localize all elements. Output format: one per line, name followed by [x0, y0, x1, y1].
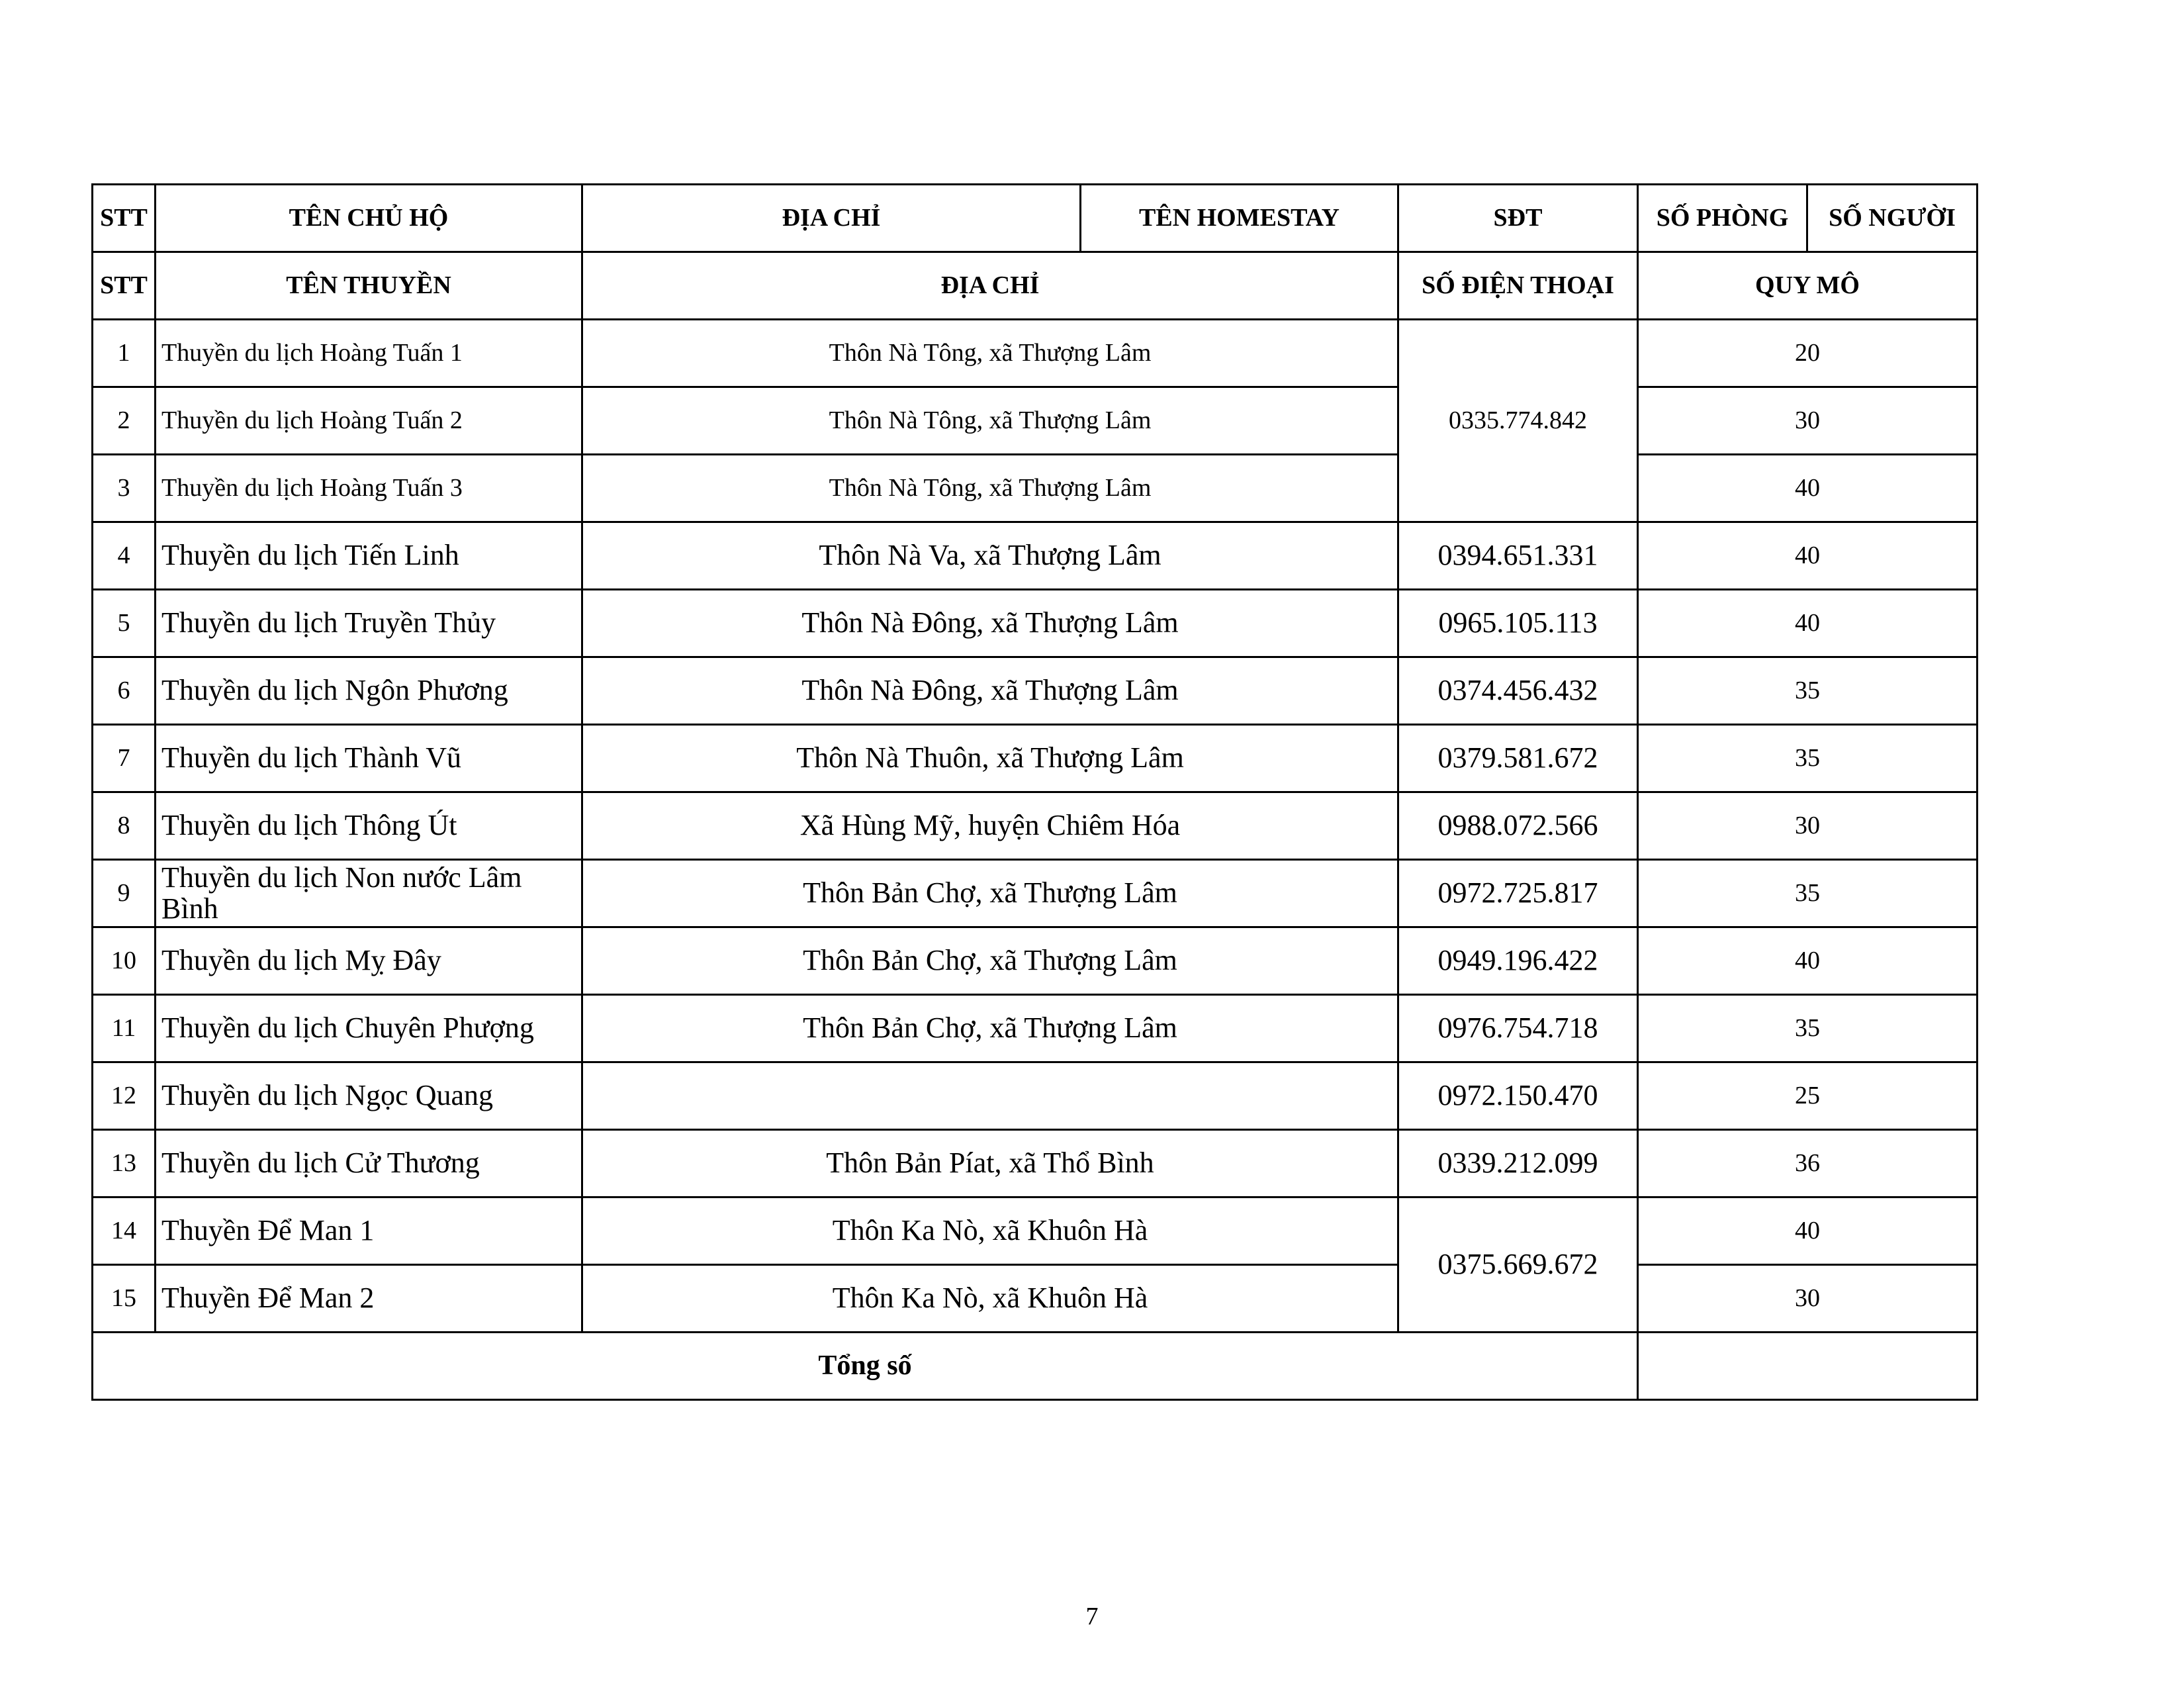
row-name: Thuyền du lịch Cử Thương [156, 1130, 582, 1197]
header-stt-2: STT [93, 252, 156, 320]
row-phone: 0976.754.718 [1398, 995, 1638, 1062]
row-scale: 40 [1638, 590, 1978, 657]
row-address: Thôn Bản Píat, xã Thổ Bình [582, 1130, 1398, 1197]
row-scale: 30 [1638, 387, 1978, 455]
table-row [93, 387, 1978, 455]
row-phone: 0972.150.470 [1398, 1062, 1638, 1130]
row-phone: 0375.669.672 [1398, 1197, 1638, 1333]
row-scale: 35 [1638, 860, 1978, 927]
row-stt: 7 [93, 725, 156, 792]
table-row [93, 725, 1978, 792]
header-homestay: TÊN HOMESTAY [1081, 185, 1398, 252]
table-row [93, 1062, 1978, 1130]
total-value [1638, 1333, 1978, 1400]
row-address: Thôn Nà Tông, xã Thượng Lâm [582, 387, 1398, 455]
row-scale: 40 [1638, 1197, 1978, 1265]
table-row [93, 590, 1978, 657]
header-address: ĐỊA CHỈ [582, 185, 1081, 252]
table-row [93, 927, 1978, 995]
row-stt: 12 [93, 1062, 156, 1130]
table-row [93, 320, 1978, 387]
row-name: Thuyền du lịch Chuyên Phượng [156, 995, 582, 1062]
row-stt: 4 [93, 522, 156, 590]
row-stt: 9 [93, 860, 156, 927]
row-name: Thuyền Để Man 2 [156, 1265, 582, 1333]
header-rooms: SỐ PHÒNG [1638, 185, 1807, 252]
row-name: Thuyền du lịch Hoàng Tuấn 2 [156, 387, 582, 455]
header-row-boat [93, 252, 1978, 320]
row-stt: 11 [93, 995, 156, 1062]
row-stt: 8 [93, 792, 156, 860]
row-stt: 2 [93, 387, 156, 455]
row-scale: 20 [1638, 320, 1978, 387]
total-row [93, 1333, 1978, 1400]
row-name: Thuyền du lịch Hoàng Tuấn 1 [156, 320, 582, 387]
row-scale: 25 [1638, 1062, 1978, 1130]
row-name: Thuyền du lịch Non nước Lâm Bình [156, 860, 582, 927]
table-row [93, 860, 1978, 927]
row-name: Thuyền du lịch Truyền Thủy [156, 590, 582, 657]
row-stt: 1 [93, 320, 156, 387]
row-name: Thuyền du lịch Thông Út [156, 792, 582, 860]
row-phone: 0965.105.113 [1398, 590, 1638, 657]
header-address-2: ĐỊA CHỈ [582, 252, 1398, 320]
header-phone-2: SỐ ĐIỆN THOẠI [1398, 252, 1638, 320]
row-scale: 30 [1638, 1265, 1978, 1333]
row-phone: 0949.196.422 [1398, 927, 1638, 995]
row-address: Thôn Nà Đông, xã Thượng Lâm [582, 657, 1398, 725]
row-stt: 6 [93, 657, 156, 725]
row-stt: 14 [93, 1197, 156, 1265]
header-phone: SĐT [1398, 185, 1638, 252]
row-phone: 0988.072.566 [1398, 792, 1638, 860]
table-row [93, 1265, 1978, 1333]
row-phone: 0972.725.817 [1398, 860, 1638, 927]
row-stt: 10 [93, 927, 156, 995]
row-address: Thôn Nà Va, xã Thượng Lâm [582, 522, 1398, 590]
table-row [93, 657, 1978, 725]
row-scale: 40 [1638, 927, 1978, 995]
row-address [582, 1062, 1398, 1130]
row-address: Xã Hùng Mỹ, huyện Chiêm Hóa [582, 792, 1398, 860]
row-address: Thôn Nà Tông, xã Thượng Lâm [582, 320, 1398, 387]
row-name: Thuyền du lịch Thành Vũ [156, 725, 582, 792]
table-row [93, 522, 1978, 590]
row-scale: 36 [1638, 1130, 1978, 1197]
row-phone: 0394.651.331 [1398, 522, 1638, 590]
table-row [93, 792, 1978, 860]
total-label: Tổng số [93, 1333, 1638, 1400]
row-name: Thuyền du lịch Tiến Linh [156, 522, 582, 590]
row-phone: 0379.581.672 [1398, 725, 1638, 792]
row-phone: 0335.774.842 [1398, 320, 1638, 522]
header-row-homestay [93, 185, 1978, 252]
header-boat-name: TÊN THUYỀN [156, 252, 582, 320]
row-scale: 35 [1638, 725, 1978, 792]
row-stt: 5 [93, 590, 156, 657]
row-name: Thuyền Để Man 1 [156, 1197, 582, 1265]
row-address: Thôn Nà Thuôn, xã Thượng Lâm [582, 725, 1398, 792]
row-name: Thuyền du lịch Hoàng Tuấn 3 [156, 455, 582, 522]
row-address: Thôn Ka Nò, xã Khuôn Hà [582, 1265, 1398, 1333]
header-owner: TÊN CHỦ HỘ [156, 185, 582, 252]
row-address: Thôn Bản Chợ, xã Thượng Lâm [582, 860, 1398, 927]
header-stt: STT [93, 185, 156, 252]
row-name: Thuyền du lịch Ngọc Quang [156, 1062, 582, 1130]
row-phone: 0339.212.099 [1398, 1130, 1638, 1197]
table-row [93, 995, 1978, 1062]
page-number: 7 [1085, 1603, 1099, 1630]
row-stt: 15 [93, 1265, 156, 1333]
row-address: Thôn Bản Chợ, xã Thượng Lâm [582, 927, 1398, 995]
header-people: SỐ NGƯỜI [1807, 185, 1978, 252]
row-phone: 0374.456.432 [1398, 657, 1638, 725]
row-scale: 35 [1638, 657, 1978, 725]
header-scale: QUY MÔ [1638, 252, 1978, 320]
table-row [93, 1130, 1978, 1197]
row-address: Thôn Nà Đông, xã Thượng Lâm [582, 590, 1398, 657]
row-address: Thôn Nà Tông, xã Thượng Lâm [582, 455, 1398, 522]
boat-table [91, 183, 1978, 1401]
table-row [93, 1197, 1978, 1265]
row-scale: 30 [1638, 792, 1978, 860]
row-address: Thôn Ka Nò, xã Khuôn Hà [582, 1197, 1398, 1265]
row-name: Thuyền du lịch Ngôn Phương [156, 657, 582, 725]
row-scale: 35 [1638, 995, 1978, 1062]
table-row [93, 455, 1978, 522]
row-scale: 40 [1638, 522, 1978, 590]
row-stt: 13 [93, 1130, 156, 1197]
row-name: Thuyền du lịch Mỵ Đây [156, 927, 582, 995]
row-address: Thôn Bản Chợ, xã Thượng Lâm [582, 995, 1398, 1062]
row-stt: 3 [93, 455, 156, 522]
row-scale: 40 [1638, 455, 1978, 522]
